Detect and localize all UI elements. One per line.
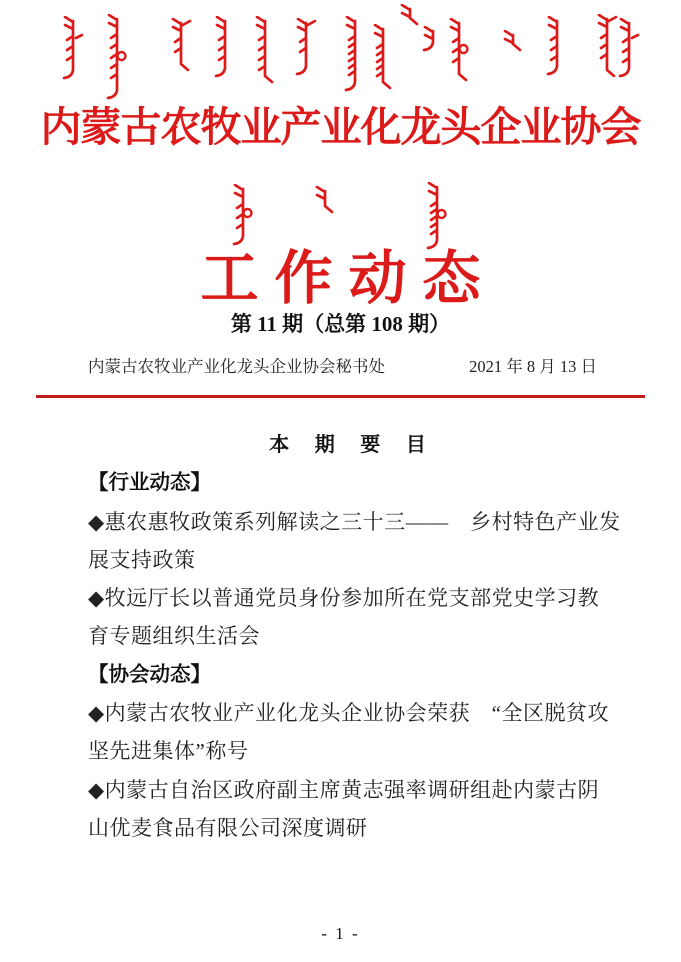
toc-heading: 本 期 要 目: [269, 434, 436, 456]
toc-item-line: ◆内蒙古农牧业产业化龙头企业协会荣获 “全区脱贫攻: [88, 701, 609, 726]
section-title: 【协会动态】: [88, 662, 211, 686]
publication-date: 2021 年 8 月 13 日: [469, 357, 597, 376]
mongolian-word-glyph: [370, 24, 398, 103]
section-title: 【行业动态】: [88, 471, 211, 495]
mongolian-word-glyph: [446, 18, 474, 95]
toc-item-continuation: 展支持政策: [88, 547, 196, 572]
issue-number-line: 第 11 期（总第 108 期）: [230, 312, 451, 336]
toc-item-continuation: 山优麦食品有限公司深度调研: [88, 815, 368, 840]
mongolian-word-glyph: [168, 18, 196, 85]
toc-item-line: ◆牧远厅长以普通党员身份参加所在党支部党史学习教: [88, 586, 600, 611]
toc-item-continuation: 育专题组织生活会: [88, 624, 260, 649]
publisher-name: 内蒙古农牧业产业化龙头企业协会秘书处: [88, 357, 385, 376]
mongolian-word-glyph: [420, 26, 448, 63]
masthead-divider-rule: [36, 395, 645, 398]
mongolian-word-glyph: [212, 16, 240, 89]
mongolian-word-glyph: [616, 18, 644, 89]
mongolian-word-glyph: [60, 16, 88, 91]
mongolian-word-glyph: [500, 30, 528, 65]
mongolian-word-glyph: [293, 18, 321, 87]
mongolian-word-glyph: [252, 16, 280, 97]
mongolian-word-glyph: [312, 186, 340, 227]
journal-title: 工作动态: [200, 246, 497, 311]
contents-block: [88, 426, 621, 847]
mongolian-word-glyph: [544, 16, 572, 87]
toc-item-continuation: 坚先进集体”称号: [88, 739, 249, 764]
toc-item-line: ◆内蒙古自治区政府副主席黄志强率调研组赴内蒙古阴: [88, 777, 600, 802]
association-name-title: 内蒙古农牧业产业化龙头企业协会: [40, 104, 641, 150]
page-number: - 1 -: [321, 924, 360, 943]
publisher-row: [88, 353, 597, 377]
toc-item-line: ◆惠农惠牧政策系列解读之三十三—— 乡村特色产业发: [88, 509, 621, 534]
mongolian-word-glyph: [342, 16, 370, 103]
